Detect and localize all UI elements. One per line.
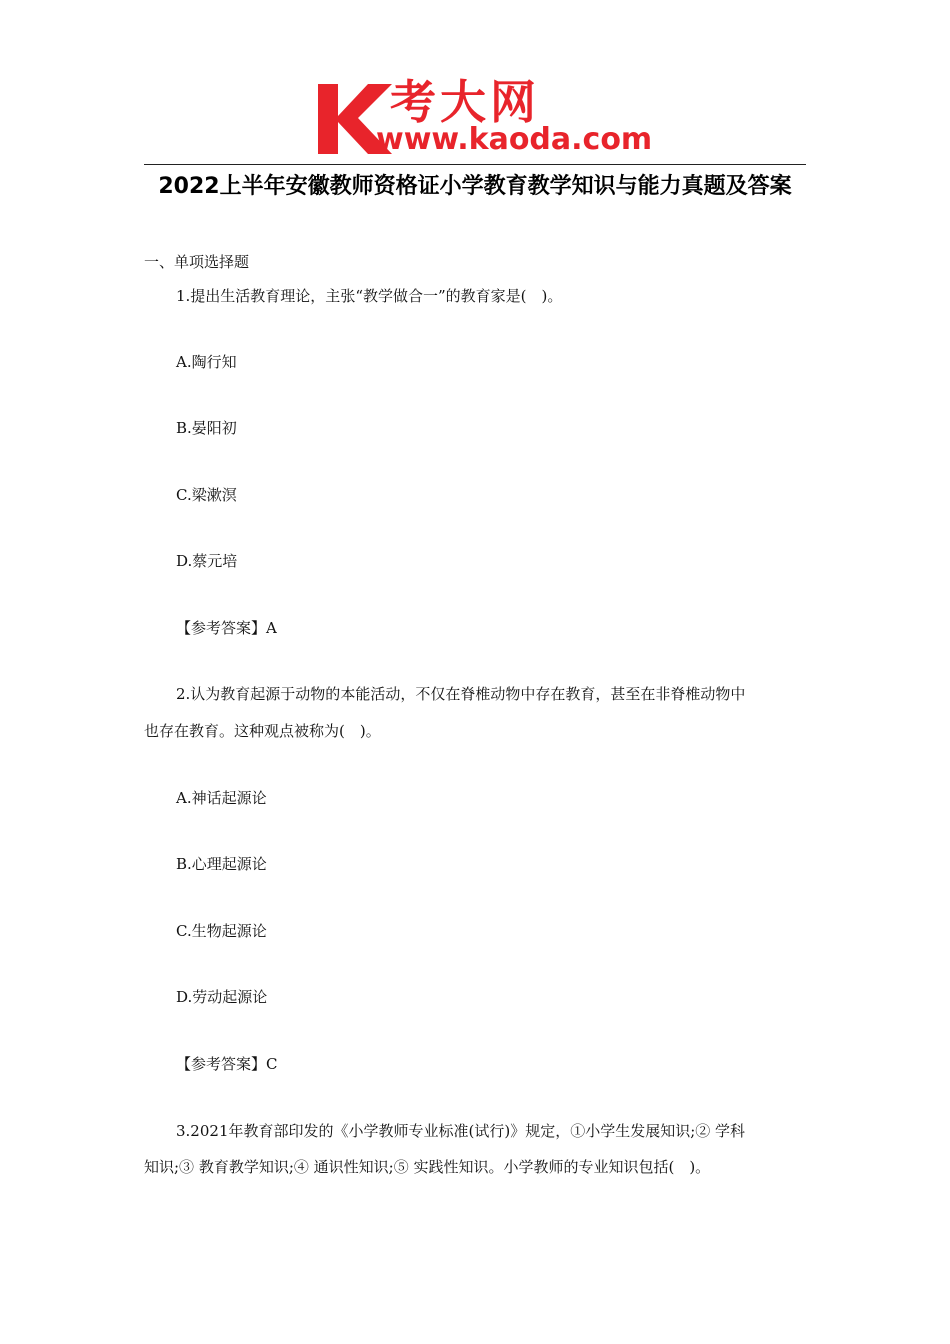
logo-chinese-text: 考大网 <box>390 75 540 129</box>
question-2-option-c: C.生物起源论 <box>176 922 267 940</box>
logo-url-text: www.kaoda.com <box>376 122 653 157</box>
question-3-stem-line-1: 3.2021年教育部印发的《小学教师专业标准(试行)》规定，①小学生发展知识;② 学科 <box>176 1122 746 1140</box>
question-1-option-d: D.蔡元培 <box>176 552 238 570</box>
question-2-option-d: D.劳动起源论 <box>176 988 268 1006</box>
question-2-option-b: B.心理起源论 <box>176 855 267 873</box>
question-1-option-a: A.陶行知 <box>176 353 237 371</box>
question-1-answer: 【参考答案】A <box>176 619 277 637</box>
question-2-stem-line-1: 2.认为教育起源于动物的本能活动，不仅在脊椎动物中存在教育，甚至在非脊椎动物中 <box>176 685 746 703</box>
header-divider <box>144 164 806 165</box>
question-2-option-a: A.神话起源论 <box>176 789 267 807</box>
kaoda-logo <box>312 75 653 162</box>
section-heading: 一、单项选择题 <box>144 253 250 271</box>
question-1-option-b: B.晏阳初 <box>176 419 237 437</box>
question-1-option-c: C.梁漱溟 <box>176 486 237 504</box>
question-2-answer: 【参考答案】C <box>176 1055 278 1073</box>
question-3-stem-line-2: 知识;③ 教育教学知识;④ 通识性知识;⑤ 实践性知识。小学教师的专业知识包括( )。 <box>144 1158 711 1176</box>
question-1-stem: 1.提出生活教育理论，主张“教学做合一”的教育家是( )。 <box>176 287 563 305</box>
question-2-stem-line-2: 也存在教育。这种观点被称为( )。 <box>144 722 381 740</box>
document-title: 2022上半年安徽教师资格证小学教育教学知识与能力真题及答案 <box>158 174 792 199</box>
